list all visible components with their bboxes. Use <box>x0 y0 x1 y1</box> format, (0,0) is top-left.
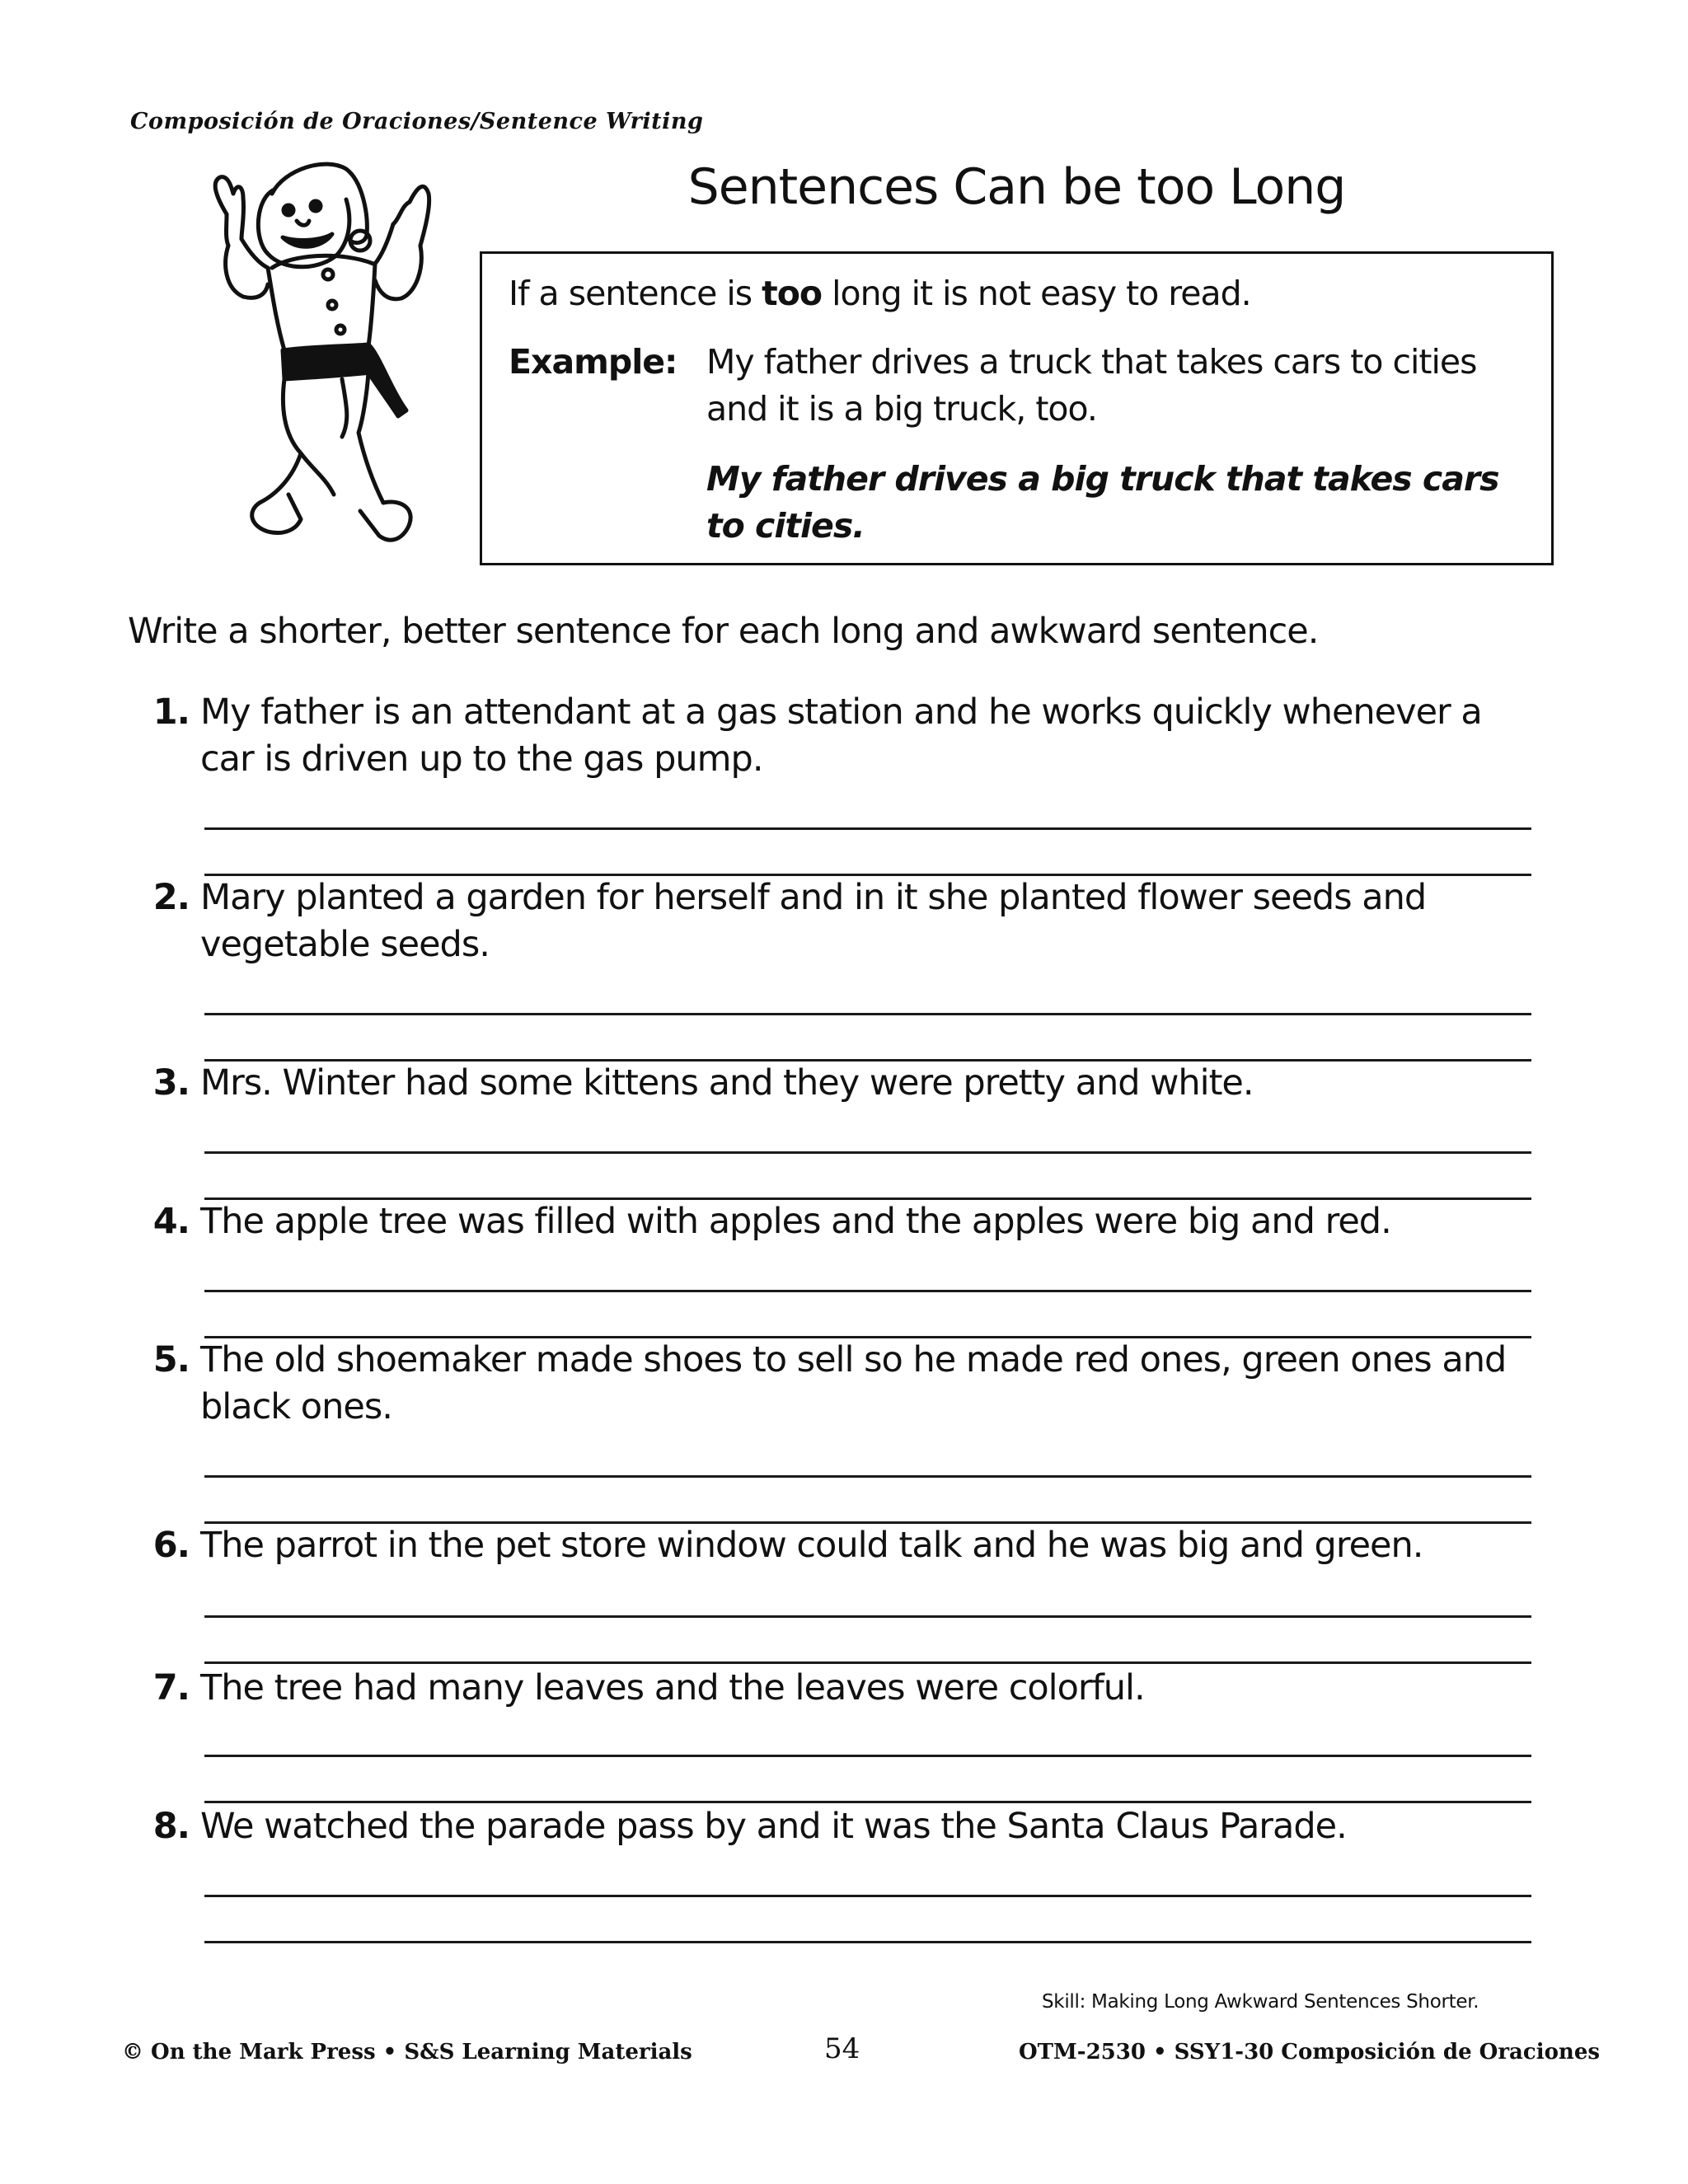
item-number: 2. <box>152 877 190 918</box>
product-code: OTM-2530 • SSY1-30 Composición de Oraciones <box>1019 2040 1600 2064</box>
page-number: 54 <box>824 2032 860 2065</box>
item-number: 6. <box>152 1525 190 1566</box>
skill-note: Skill: Making Long Awkward Sentences Shorter. <box>1042 1991 1479 2013</box>
answer-line-7a[interactable] <box>204 1755 1531 1757</box>
rule-intro-emphasis: too <box>762 274 823 313</box>
item-number: 3. <box>152 1062 190 1104</box>
rule-intro-end: long it is not easy to read. <box>822 274 1251 313</box>
item-number: 8. <box>152 1806 190 1847</box>
item-sentence: The tree had many leaves and the leaves were colorful. <box>200 1667 1145 1708</box>
item-sentence: My father is an attendant at a gas station and he works quickly whenever a car is driven up to the gas pump. <box>200 691 1482 780</box>
publisher-credit: © On the Mark Press • S&S Learning Materials <box>122 2040 692 2064</box>
item-sentence: The apple tree was filled with apples and the apples were big and red. <box>200 1201 1391 1242</box>
example-label: Example: <box>509 342 678 382</box>
section-label: Composición de Oraciones/Sentence Writing <box>130 109 704 134</box>
answer-line-8b[interactable] <box>204 1941 1531 1943</box>
answer-line-6b[interactable] <box>204 1661 1531 1664</box>
item-number: 5. <box>152 1339 190 1380</box>
item-sentence: We watched the parade pass by and it was the Santa Claus Parade. <box>200 1806 1347 1847</box>
rule-intro <box>509 270 1251 317</box>
example-long-sentence: My father drives a truck that takes cars to cities and it is a big truck, too. <box>706 342 1477 429</box>
page-title: Sentences Can be too Long <box>687 158 1346 216</box>
answer-line-5a[interactable] <box>204 1475 1531 1478</box>
item-sentence: The parrot in the pet store window could talk and he was big and green. <box>200 1525 1423 1566</box>
rule-box <box>480 251 1554 565</box>
item-sentence: Mrs. Winter had some kittens and they were pretty and white. <box>200 1062 1254 1104</box>
instruction: Write a shorter, better sentence for each long and awkward sentence. <box>128 611 1319 652</box>
elf-mascot-icon <box>177 148 441 560</box>
item-number: 1. <box>152 691 190 733</box>
item-number: 4. <box>152 1201 190 1242</box>
answer-line-1a[interactable] <box>204 827 1531 830</box>
answer-line-3a[interactable] <box>204 1151 1531 1154</box>
answer-line-4a[interactable] <box>204 1290 1531 1292</box>
item-sentence: The old shoemaker made shoes to sell so he made red ones, green ones and black ones. <box>200 1339 1507 1427</box>
example-short-sentence: My father drives a big truck that takes cars to cities. <box>706 459 1499 546</box>
item-number: 7. <box>152 1667 190 1708</box>
answer-line-8a[interactable] <box>204 1895 1531 1897</box>
rule-intro-start: If a sentence is <box>509 274 762 313</box>
item-sentence: Mary planted a garden for herself and in it she planted flower seeds and vegetable seeds. <box>200 877 1427 965</box>
answer-line-6a[interactable] <box>204 1615 1531 1618</box>
answer-line-2a[interactable] <box>204 1013 1531 1015</box>
